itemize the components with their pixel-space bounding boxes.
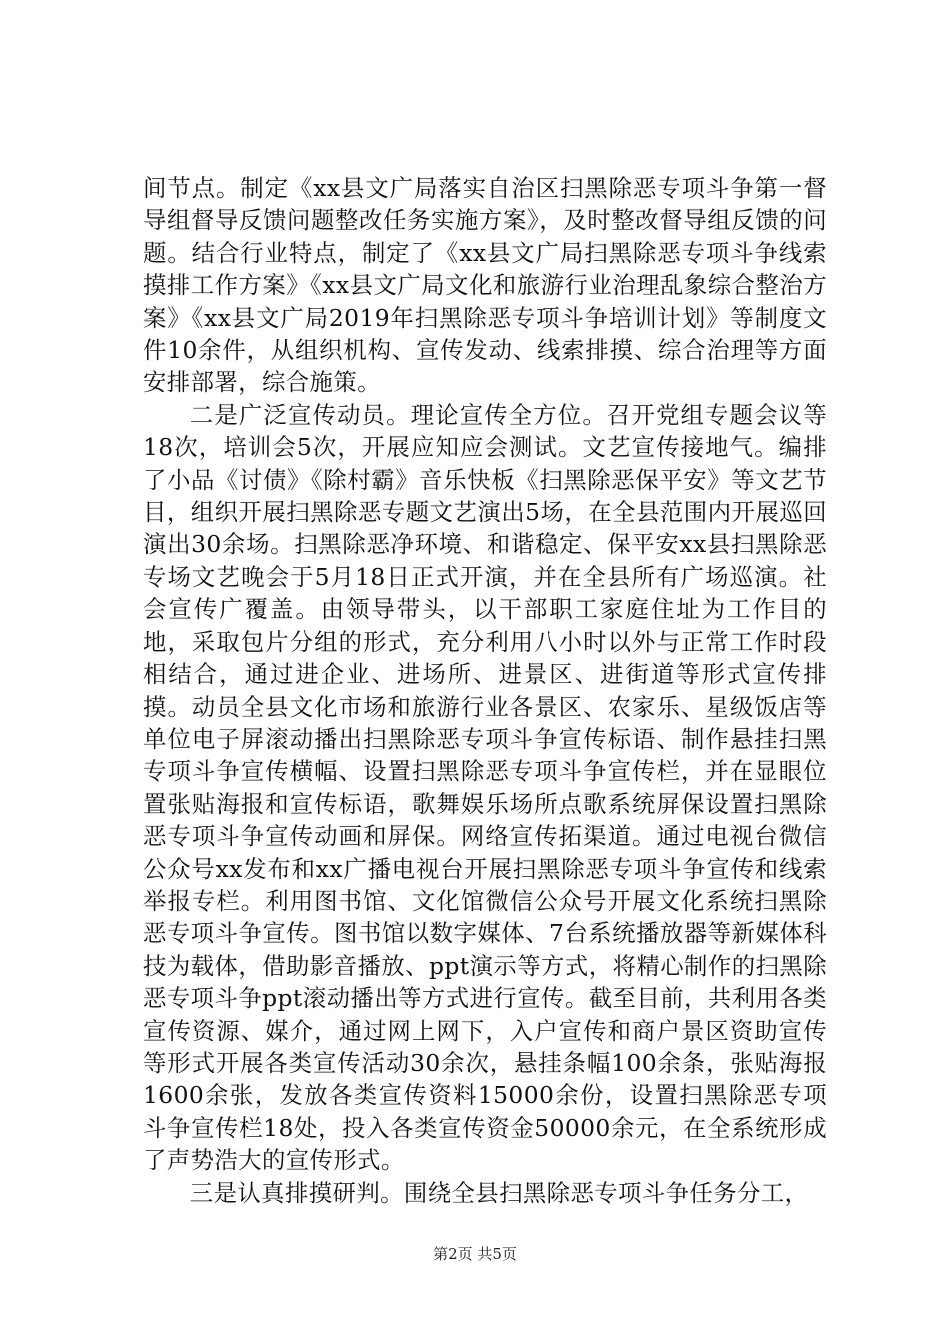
paragraph-3: 三是认真排摸研判。围绕全县扫黑除恶专项斗争任务分工，: [189, 1178, 809, 1207]
paragraph-2: 二是广泛宣传动员。理论宣传全方位。召开党组专题会议等18次，培训会5次，开展应知应会测试。文艺宣传接地气。编排了小品《讨债》《除村霸》音乐快板《扫黑除恶保平安》等文艺节目，组织开展扫黑除恶专题文艺演出5场，在全县范围内开展巡回演出30余场。扫黑除恶净环境、和谐稳定、保平安xx县扫黑除恶专场文艺晚会于5月18日正式开演，并在全县所有广场巡演。社会宣传广覆盖。由领导带头，以干部职工家庭住址为工作目的地，采取包片分组的形式，充分利用八小时以外与正常工作时段相结合，通过进企业、进场所、进景区、进街道等形式宣传排摸。动员全县文化市场和旅游行业各景区、农家乐、星级饭店等单位电子屏滚动播出扫黑除恶专项斗争宣传标语、制作悬挂扫黑专项斗争宣传横幅、设置扫黑除恶专项斗争宣传栏，并在显眼位置张贴海报和宣传标语，歌舞娱乐场所点歌系统屏保设置扫黑除恶专项斗争宣传动画和屏保。网络宣传拓渠道。通过电视台微信公众号xx发布和xx广播电视台开展扫黑除恶专项斗争宣传和线索举报专栏。利用图书馆、文化馆微信公众号开展文化系统扫黑除恶专项斗争宣传。图书馆以数字媒体、7台系统播放器等新媒体科技为载体，借助影音播放、ppt演示等方式，将精心制作的扫黑除恶专项斗争ppt滚动播出等方式进行宣传。截至目前，共利用各类宣传资源、媒介，通过网上网下，入户宣传和商户景区资助宣传等形式开展各类宣传活动30余次，悬挂条幅100余条，张贴海报1600余张，发放各类宣传资料15000余份，设置扫黑除恶专项斗争宣传栏18处，投入各类宣传资金50000余元，在全系统形成了声势浩大的宣传形式。: [143, 400, 827, 1175]
paragraph-1: 间节点。制定《xx县文广局落实自治区扫黑除恶专项斗争第一督导组督导反馈问题整改任务实施方案》，及时整改督导组反馈的问题。结合行业特点，制定了《xx县文广局扫黑除恶专项斗争线索摸排工作方案》《xx县文广局文化和旅游行业治理乱象综合整治方案》《xx县文广局2019年扫黑除恶专项斗争培训计划》等制度文件10余件，从组织机构、宣传发动、线索排摸、综合治理等方面安排部署，综合施策。: [143, 174, 827, 397]
page-footer: 第2页 共5页: [433, 1245, 517, 1263]
document-body: [143, 172, 827, 1209]
